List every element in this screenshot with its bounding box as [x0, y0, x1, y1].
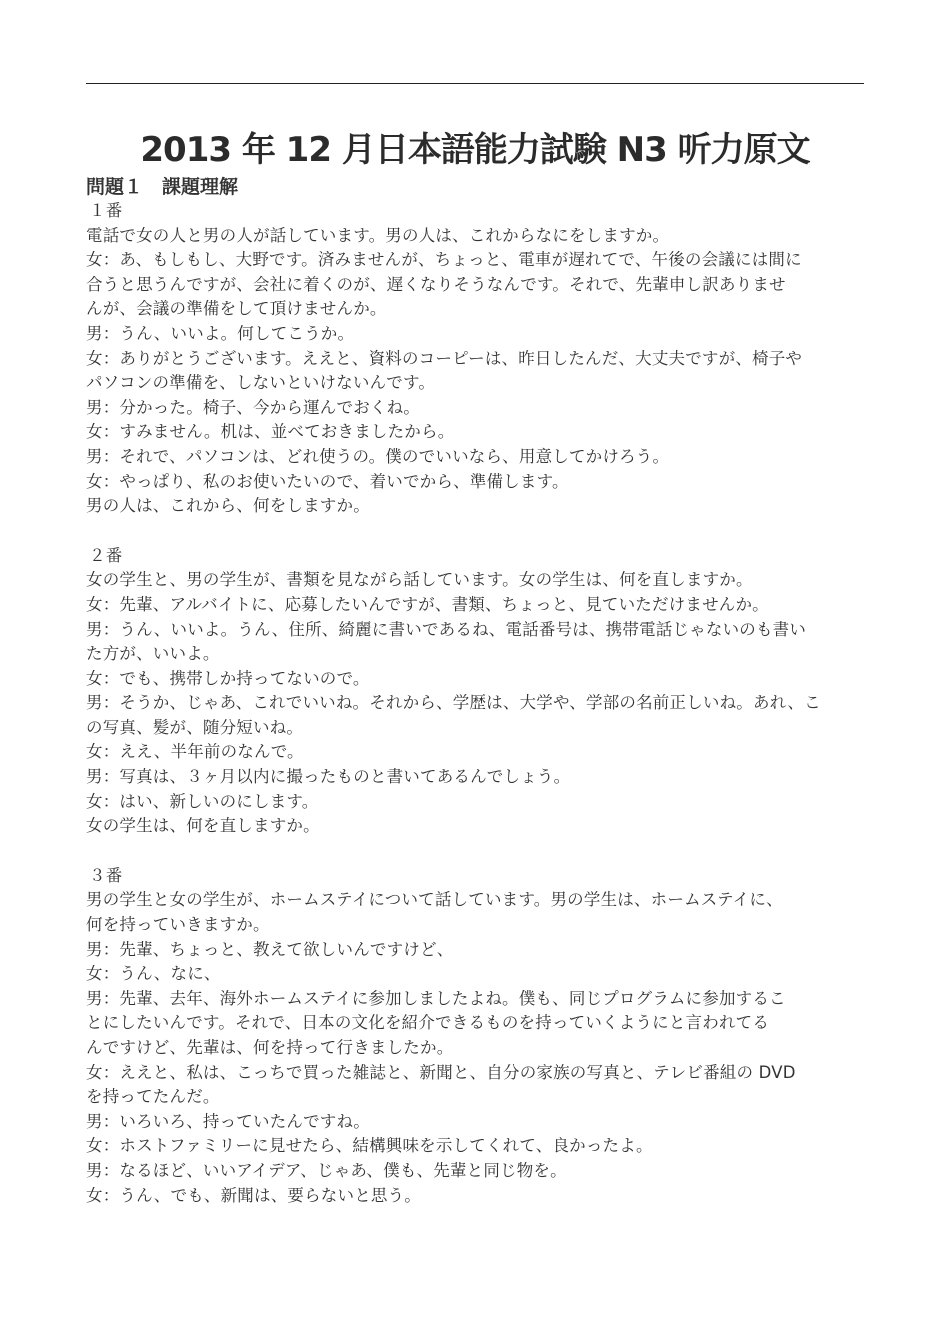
transcript-line: 電話で女の人と男の人が話しています。男の人は、これからなにをしますか。: [86, 225, 670, 245]
problem-number: １番: [89, 201, 123, 220]
transcript-body: [86, 199, 864, 1233]
transcript-line: 女：あ、もしもし、大野です。済みませんが、ちょっと、電車が遅れてで、午後の会議には間に: [86, 250, 802, 270]
transcript-line: とにしたいんです。それで、日本の文化を紹介できるものを持っていくようにと言われてる: [86, 1013, 770, 1033]
transcript-line: 女：ホストファミリーに見せたら、結構興味を示してくれて、良かったよ。: [86, 1136, 653, 1156]
transcript-line: 女：はい、新しいのにします。: [86, 791, 319, 811]
problem-3: [86, 864, 864, 1208]
transcript-line: 合うと思うんですが、会社に着くのが、遅くなりそうなんです。それで、先輩申し訳ありませ: [86, 274, 786, 294]
transcript-line: んですけど、先輩は、何を持って行きましたか。: [86, 1038, 454, 1057]
transcript-line: 男：いろいろ、持っていたんですね。: [86, 1111, 370, 1131]
transcript-line: 男：先輩、去年、海外ホームステイに参加しましたよね。僕も、同じプログラムに参加するこ: [86, 988, 786, 1008]
transcript-line: 女：うん、でも、新聞は、要らないと思う。: [86, 1185, 421, 1205]
transcript-line: 女の学生は、何を直しますか。: [86, 816, 320, 836]
transcript-line: 何を持っていきますか。: [86, 915, 270, 935]
transcript-line: 男：先輩、ちょっと、教えて欲しいんですけど、: [86, 939, 454, 959]
transcript-line: 女：ええと、私は、こっちで買った雑誌と、新聞と、自分の家族の写真と、テレビ番組の DVD: [86, 1062, 796, 1082]
transcript-line: 男：分かった。椅子、今から運んでおくね。: [86, 397, 420, 417]
document-title: 2013 年 12 月日本語能力試験 N3 听力原文: [140, 130, 810, 170]
transcript-line: 女：うん、なに、: [86, 964, 221, 984]
transcript-line: 女：先輩、アルバイトに、応募したいんですが、書類、ちょっと、見ていただけませんか。: [86, 594, 769, 614]
problem-2: [86, 544, 864, 839]
transcript-line: た方が、いいよ。: [86, 644, 220, 664]
transcript-line: 男：うん、いいよ。うん、住所、綺麗に書いであるね、電話番号は、携帯電話じゃないのも書い: [86, 619, 807, 639]
transcript-line: んが、会議の準備をして頂けませんか。: [86, 299, 387, 319]
transcript-line: 女：すみません。机は、並べておきましたから。: [86, 422, 455, 442]
transcript-line: 男の人は、これから、何をしますか。: [86, 496, 370, 516]
transcript-line: の写真、髪が、随分短いね。: [86, 717, 304, 737]
transcript-line: パソコンの準備を、しないといけないんです。: [86, 373, 436, 393]
transcript-line: 男：それで、パソコンは、どれ使うの。僕のでいいなら、用意してかけろう。: [86, 446, 670, 466]
header-rule: [86, 83, 864, 84]
section-heading: 問題１ 課題理解: [86, 176, 239, 198]
transcript-line: 女の学生と、男の学生が、書類を見ながら話しています。女の学生は、何を直しますか。: [86, 570, 753, 590]
transcript-line: を持ってたんだ。: [86, 1087, 220, 1107]
transcript-line: 女：やっぱり、私のお使いたいので、着いでから、準備します。: [86, 471, 569, 491]
transcript-line: 男：うん、いいよ。何してこうか。: [86, 323, 355, 343]
transcript-line: 男：写真は、３ヶ月以内に撮ったものと書いてあるんでしょう。: [86, 767, 571, 787]
transcript-line: 女：ありがとうございます。ええと、資料のコーピーは、昨日したんだ、大丈夫ですが、椅子や: [86, 348, 803, 368]
transcript-line: 女：でも、携帯しか持ってないので。: [86, 668, 370, 688]
problem-number: ２番: [89, 545, 123, 565]
problem-number: ３番: [89, 865, 123, 885]
problem-1: [86, 199, 864, 519]
transcript-line: 男の学生と女の学生が、ホームステイについて話しています。男の学生は、ホームステイに、: [86, 890, 783, 910]
transcript-line: 女：ええ、半年前のなんで。: [86, 742, 304, 762]
transcript-line: 男：なるほど、いいアイデア、じゃあ、僕も、先輩と同じ物を。: [86, 1160, 567, 1180]
transcript-line: 男：そうか、じゃあ、これでいいね。それから、学歴は、大学や、学部の名前正しいね。あれ、こ: [86, 693, 821, 713]
